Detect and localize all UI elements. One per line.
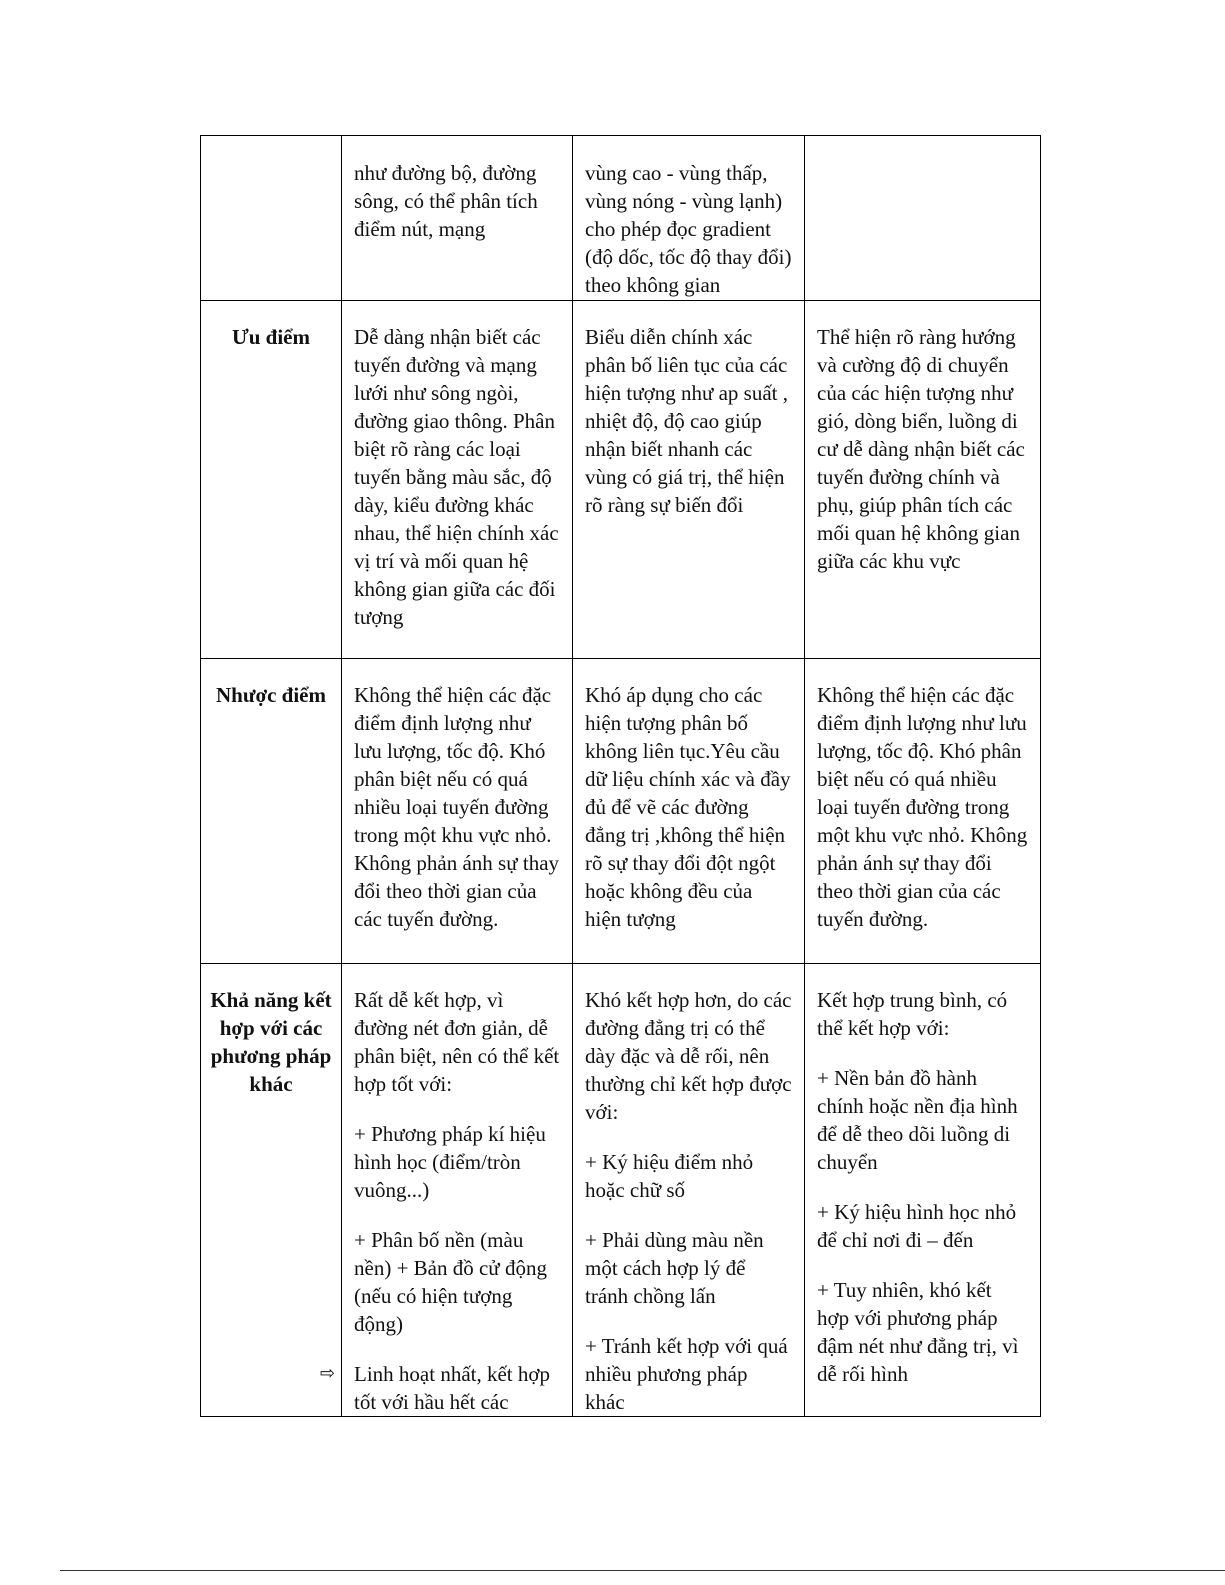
cell-movement-method-disadvantages (805, 659, 1041, 964)
cell-movement-method-advantages (805, 301, 1041, 659)
row-heading-combination: Khả năng kết hợp với các phương pháp khác (201, 964, 342, 1417)
cell-text: + Phân bố nền (màu nền) + Bản đồ cử động (nếu có hiện tượng động) (354, 1228, 547, 1336)
cell-text: + Phương pháp kí hiệu hình học (điểm/tròn vuông...) (354, 1122, 546, 1202)
cell-text: + Tránh kết hợp với quá nhiều phương pháp khác (585, 1334, 788, 1414)
cell-line-method-continuation (342, 136, 573, 301)
row-heading-disadvantages: Nhược điểm (201, 659, 342, 964)
table-row-combination (201, 964, 1041, 1417)
page-bottom-divider (60, 1570, 1225, 1571)
cell-movement-method-continuation (805, 136, 1041, 301)
cell-isoline-method-combination (573, 964, 805, 1417)
cell-line-method-disadvantages (342, 659, 573, 964)
cell-text: + Nền bản đồ hành chính hoặc nền địa hình để dễ theo dõi luồng di chuyển (817, 1066, 1018, 1174)
cell-movement-method-combination (805, 964, 1041, 1417)
cell-text: Khó áp dụng cho các hiện tượng phân bố không liên tục.Yêu cầu dữ liệu chính xác và đầy đủ để vẽ các đường đẳng trị ,không thể hiện rõ sự thay đổi đột ngột hoặc không đều của hiện tượng (585, 683, 791, 931)
cell-text: + Phải dùng màu nền một cách hợp lý để tránh chồng lấn (585, 1228, 764, 1308)
cell-text: + Tuy nhiên, khó kết hợp với phương pháp đậm nét như đẳng trị, vì dễ rối hình (817, 1278, 1019, 1386)
cell-text: Dễ dàng nhận biết các tuyến đường và mạng lưới như sông ngòi, đường giao thông. Phân biệt rõ ràng các loại tuyến bằng màu sắc, độ dày, kiểu đường khác nhau, thể hiện chính xác vị trí và mối quan hệ không gian giữa các đối tượng (354, 325, 559, 629)
cell-line-method-advantages (342, 301, 573, 659)
cell-isoline-method-advantages (573, 301, 805, 659)
cell-text: Không thể hiện các đặc điểm định lượng như lưu lượng, tốc độ. Khó phân biệt nếu có quá nhiều loại tuyến đường trong một khu vực nhỏ. Không phản ánh sự thay đổi theo thời gian của các tuyến đường. (354, 683, 560, 931)
cell-text: + Ký hiệu hình học nhỏ để chỉ nơi đi – đến (817, 1200, 1017, 1252)
cell-text: Khó kết hợp hơn, do các đường đẳng trị có thể dày đặc và dễ rối, nên thường chỉ kết hợp được với: (585, 988, 792, 1124)
cell-text: Không thể hiện các đặc điểm định lượng như lưu lượng, tốc độ. Khó phân biệt nếu có quá nhiều loại tuyến đường trong một khu vực nhỏ. Không phản ánh sự thay đổi theo thời gian của các tuyến đường. (817, 683, 1028, 931)
cell-text: + Ký hiệu điểm nhỏ hoặc chữ số (585, 1150, 754, 1202)
comparison-table (200, 135, 1041, 1417)
cell-text: Kết hợp trung bình, có thể kết hợp với: (817, 988, 1008, 1040)
cell-text: như đường bộ, đường sông, có thể phân tích điểm nút, mạng (354, 161, 538, 241)
cell-text: Thể hiện rõ ràng hướng và cường độ di chuyển của các hiện tượng như gió, dòng biển, luồng di cư dễ dàng nhận biết các tuyến đường chính và phụ, giúp phân tích các mối quan hệ không gian giữa các khu vực (817, 325, 1025, 573)
table-row-continuation (201, 136, 1041, 301)
cell-text: Biểu diễn chính xác phân bố liên tục của các hiện tượng như ap suất , nhiệt độ, độ cao giúp nhận biết nhanh các vùng có giá trị, thể hiện rõ ràng sự biến đổi (585, 325, 789, 517)
conclusion-text: Linh hoạt nhất, kết hợp tốt với hầu hết các (354, 1362, 550, 1414)
table-row-advantages (201, 301, 1041, 659)
arrow-right-icon: ⇨ (320, 1363, 336, 1384)
cell-text: Rất dễ kết hợp, vì đường nét đơn giản, dễ phân biệt, nên có thể kết hợp tốt với: (354, 988, 560, 1096)
cell-line-method-combination (320, 964, 573, 1417)
cell-text: vùng cao - vùng thấp, vùng nóng - vùng lạnh) cho phép đọc gradient (độ dốc, tốc độ thay đổi) theo không gian (585, 161, 792, 297)
row-heading-advantages: Ưu điểm (201, 301, 342, 659)
cell-isoline-method-disadvantages (573, 659, 805, 964)
cell-isoline-method-continuation (573, 136, 805, 301)
conclusion-line (320, 1360, 560, 1416)
row-heading-empty (201, 136, 342, 301)
table-row-disadvantages (201, 659, 1041, 964)
